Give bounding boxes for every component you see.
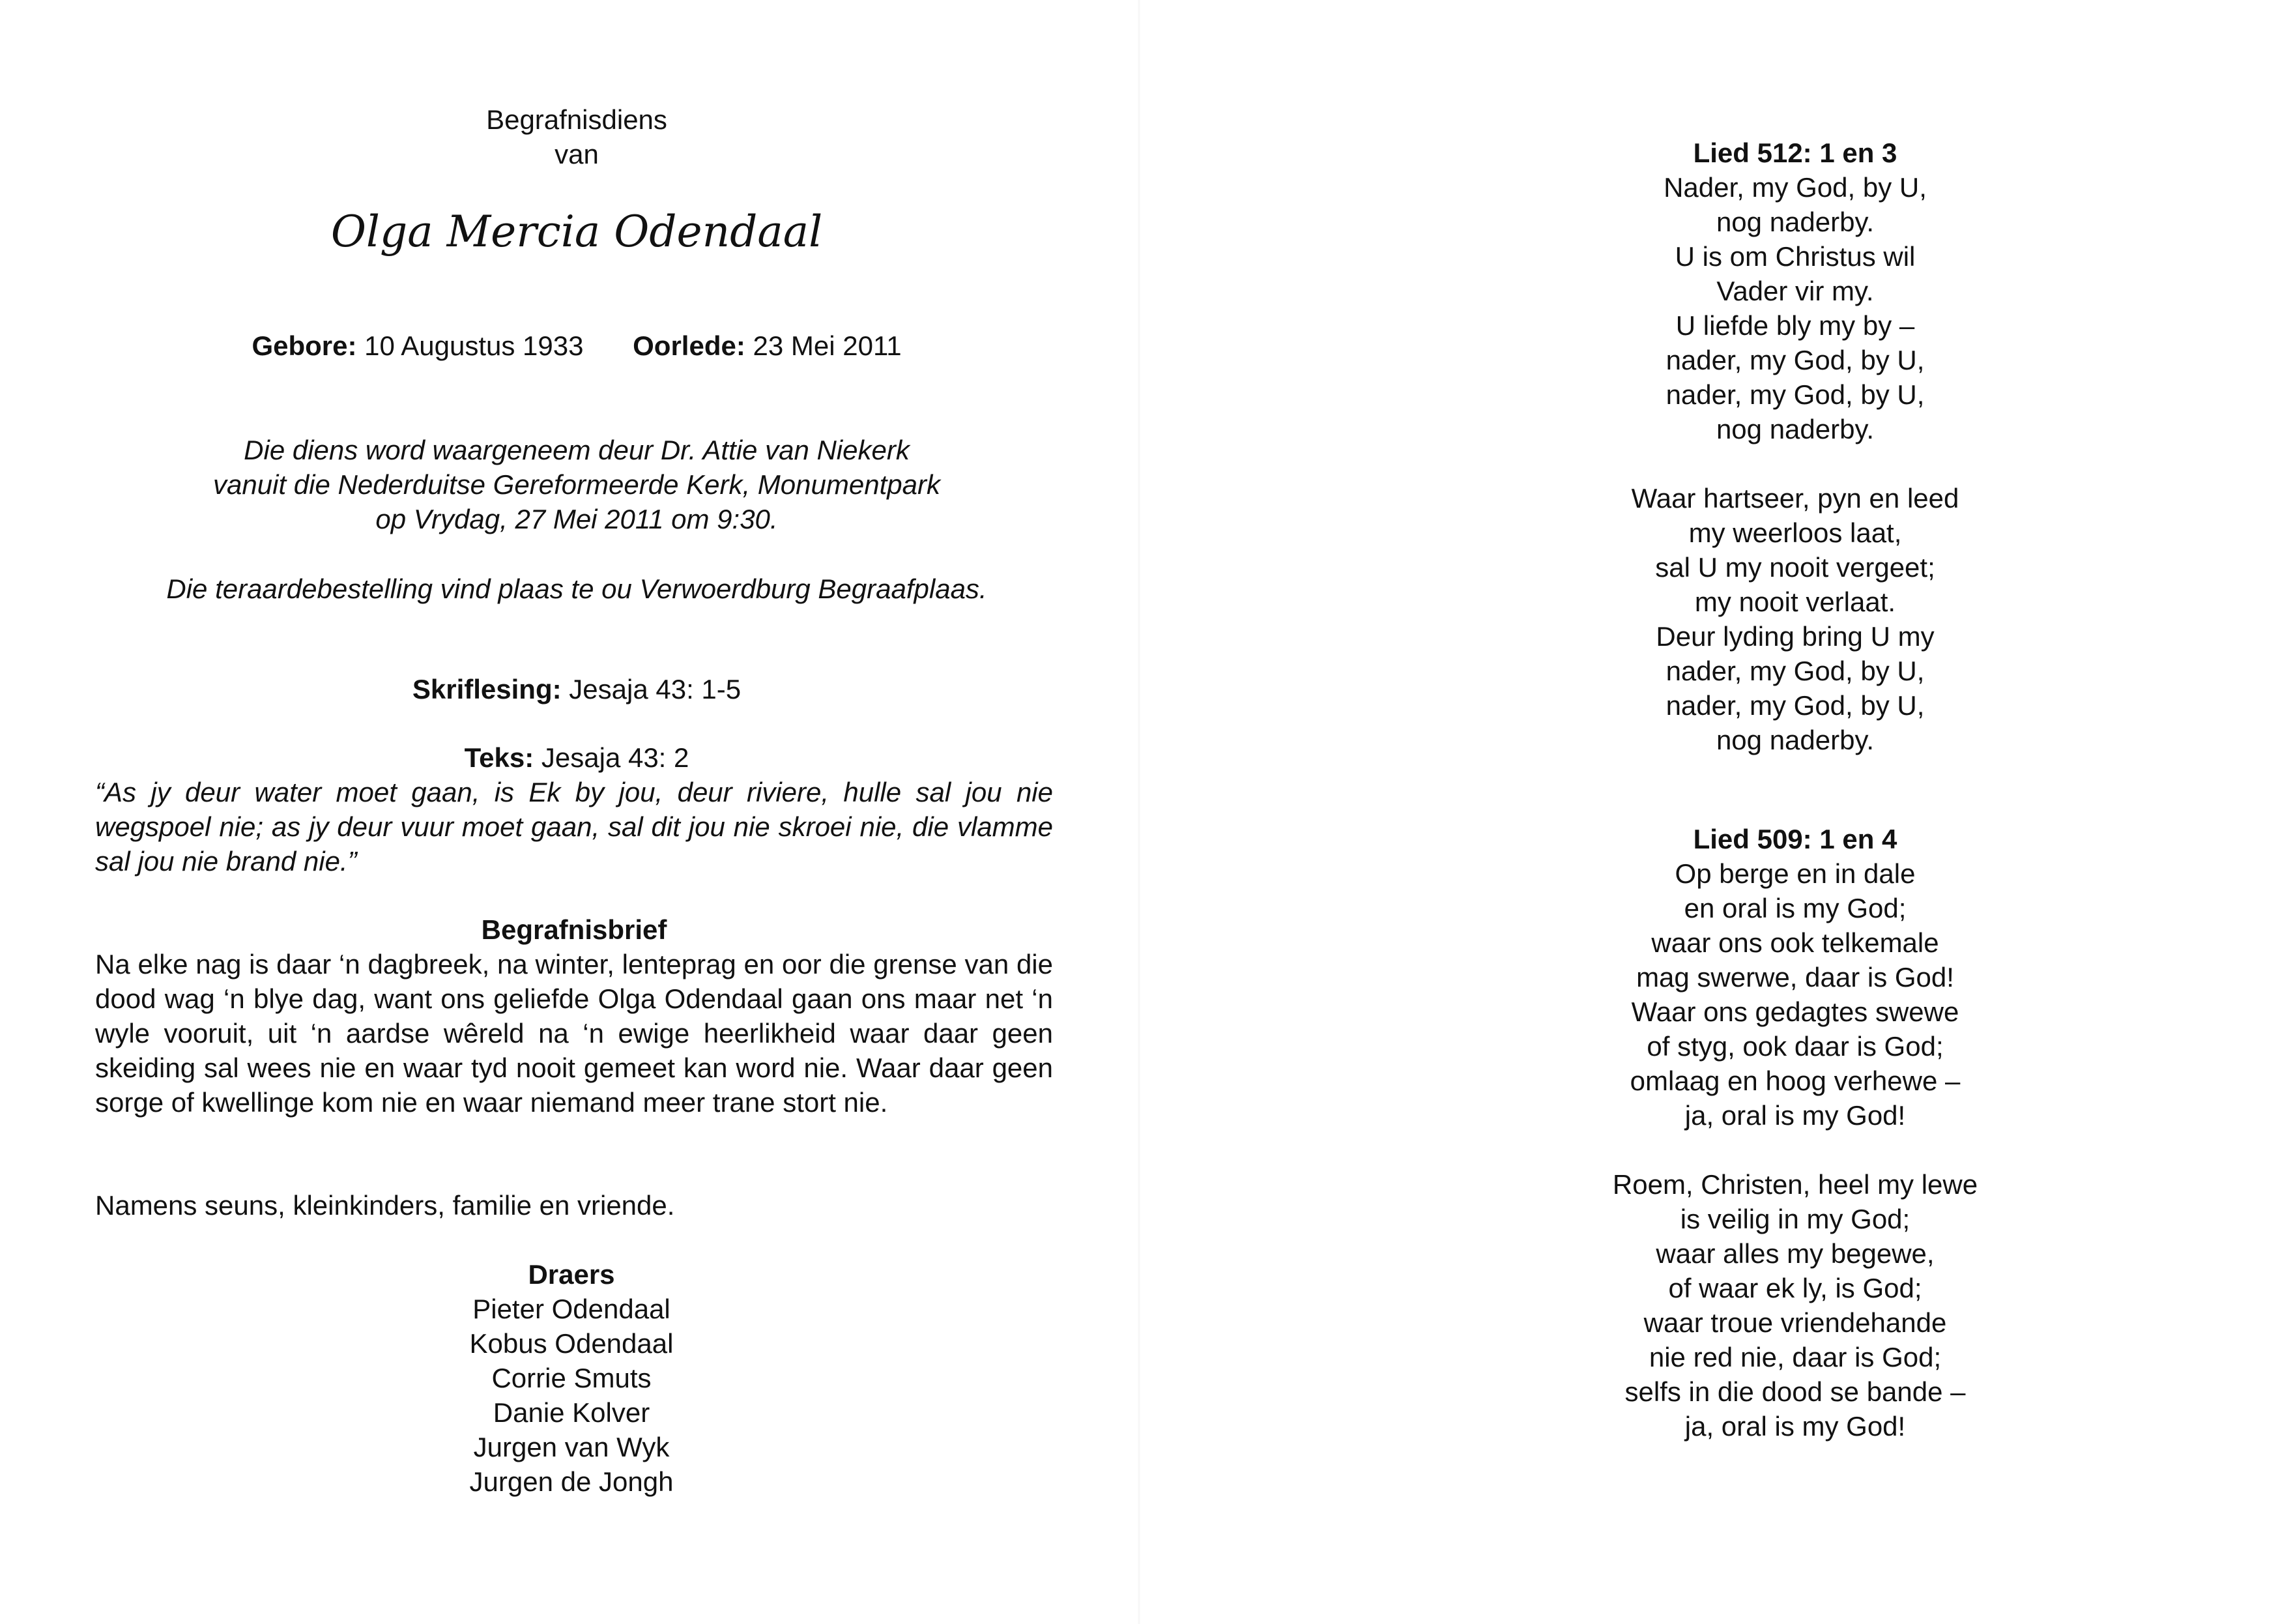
service-title: Begrafnisdiens	[486, 104, 667, 135]
hymn-line: en oral is my God;	[1684, 893, 1907, 923]
hymn-line: nader, my God, by U,	[1665, 379, 1925, 410]
hymn-line: waar troue vriendehande	[1643, 1307, 1947, 1338]
hymn-line: ja, oral is my God!	[1684, 1411, 1906, 1442]
scripture-quote: “As jy deur water moet gaan, is Ek by jou, deur riviere, hulle sal jou nie wegspoel nie; as jy deur vuur moet gaan, sal dit jou nie skroei nie, die vlamme sal jou nie brand nie.”	[95, 777, 1053, 877]
hymn-line: selfs in die dood se bande –	[1624, 1376, 1966, 1407]
bearer-name: Corrie Smuts	[491, 1363, 652, 1393]
died-label: Oorlede:	[633, 330, 745, 361]
hymn-line: nog naderby.	[1716, 207, 1875, 237]
deceased-name: Olga Mercia Odendaal	[330, 207, 823, 257]
born-label: Gebore:	[252, 330, 357, 361]
right-page	[1139, 0, 2278, 1624]
on-behalf-line: Namens seuns, kleinkinders, familie en vriende.	[95, 1190, 675, 1221]
hymn-line: my nooit verlaat.	[1694, 587, 1896, 617]
died-date: 23 Mei 2011	[753, 330, 902, 361]
reading-label: Skriflesing:	[412, 674, 562, 704]
hymn-line: sal U my nooit vergeet;	[1655, 552, 1935, 583]
hymn-line: waar ons ook telkemale	[1651, 927, 1939, 958]
hymn-line: of styg, ook daar is God;	[1647, 1031, 1944, 1062]
reading-value: Jesaja 43: 1-5	[569, 674, 742, 704]
hymn-line: Waar ons gedagtes swewe	[1631, 996, 1959, 1027]
hymn-stanza	[1434, 481, 2157, 757]
hymn-line: Nader, my God, by U,	[1664, 172, 1927, 203]
hymn-title: Lied 512: 1 en 3	[1693, 138, 1897, 168]
hymn-line: is veilig in my God;	[1680, 1204, 1910, 1234]
hymn-line: my weerloos laat,	[1688, 517, 1902, 548]
born-date: 10 Augustus 1933	[364, 330, 584, 361]
service-details	[0, 433, 1153, 536]
hymn-line: U is om Christus wil	[1675, 241, 1916, 272]
service-line: vanuit die Nederduitse Gereformeerde Kerk, Monumentpark	[213, 469, 940, 500]
hymn-stanza	[1434, 170, 2157, 446]
text-value: Jesaja 43: 2	[541, 742, 689, 773]
bearer-name: Pieter Odendaal	[472, 1294, 670, 1324]
hymn-line: Op berge en in dale	[1675, 858, 1916, 889]
hymn-line: of waar ek ly, is God;	[1668, 1273, 1922, 1303]
hymn-stanza	[1434, 856, 2157, 1133]
text-label: Teks:	[464, 742, 534, 773]
hymn-line: omlaag en hoog verhewe –	[1630, 1066, 1961, 1096]
bearers-heading: Draers	[528, 1259, 615, 1290]
hymn-line: mag swerwe, daar is God!	[1636, 962, 1954, 993]
service-line: op Vrydag, 27 Mei 2011 om 9:30.	[375, 504, 778, 534]
bearer-name: Danie Kolver	[493, 1397, 650, 1428]
service-of: van	[555, 139, 599, 169]
hymn-line: nader, my God, by U,	[1665, 690, 1925, 721]
hymn-line: U liefde bly my by –	[1675, 310, 1915, 341]
letter-heading: Begrafnisbrief	[481, 914, 667, 945]
hymn-509	[1434, 822, 2157, 1478]
hymn-line: nie red nie, daar is God;	[1649, 1342, 1942, 1372]
hymn-line: Vader vir my.	[1716, 276, 1874, 306]
reading-line	[0, 672, 1153, 706]
hymn-stanza	[1434, 1167, 2157, 1443]
text-line	[0, 740, 1153, 775]
service-line: Die diens word waargeneem deur Dr. Attie van Niekerk	[244, 435, 910, 465]
dates-line	[0, 328, 1153, 363]
hymn-line: nader, my God, by U,	[1665, 656, 1925, 686]
hymn-title: Lied 509: 1 en 4	[1693, 824, 1897, 854]
bearer-name: Kobus Odendaal	[469, 1328, 674, 1359]
bearers-list	[0, 1257, 1143, 1499]
hymn-512	[1434, 136, 2157, 792]
hymn-line: Roem, Christen, heel my lewe	[1612, 1169, 1978, 1200]
hymn-line: nog naderby.	[1716, 414, 1875, 444]
burial-line: Die teraardebestelling vind plaas te ou Verwoerdburg Begraafplaas.	[166, 573, 987, 604]
hymn-line: waar alles my begewe,	[1656, 1238, 1935, 1269]
hymn-line: nader, my God, by U,	[1665, 345, 1925, 375]
hymn-line: Waar hartseer, pyn en leed	[1631, 483, 1959, 514]
letter-body: Na elke nag is daar ‘n dagbreek, na winter, lenteprag en oor die grense van die dood wag ‘n blye dag, want ons geliefde Olga Odendaal gaan ons maar net ‘n wyle vooruit, uit ‘n aardse wêreld na ‘n ewige heerlikheid waar daar geen skeiding sal wees nie en waar tyd nooit gemeet kan word nie. Waar daar geen sorge of kwellinge kom nie en waar niemand meer trane stort nie.	[95, 949, 1053, 1118]
service-heading	[0, 102, 1153, 171]
bearer-name: Jurgen de Jongh	[469, 1466, 674, 1497]
bearer-name: Jurgen van Wyk	[473, 1432, 670, 1462]
hymn-line: ja, oral is my God!	[1684, 1100, 1906, 1131]
hymn-line: nog naderby.	[1716, 725, 1875, 755]
hymn-line: Deur lyding bring U my	[1656, 621, 1935, 652]
